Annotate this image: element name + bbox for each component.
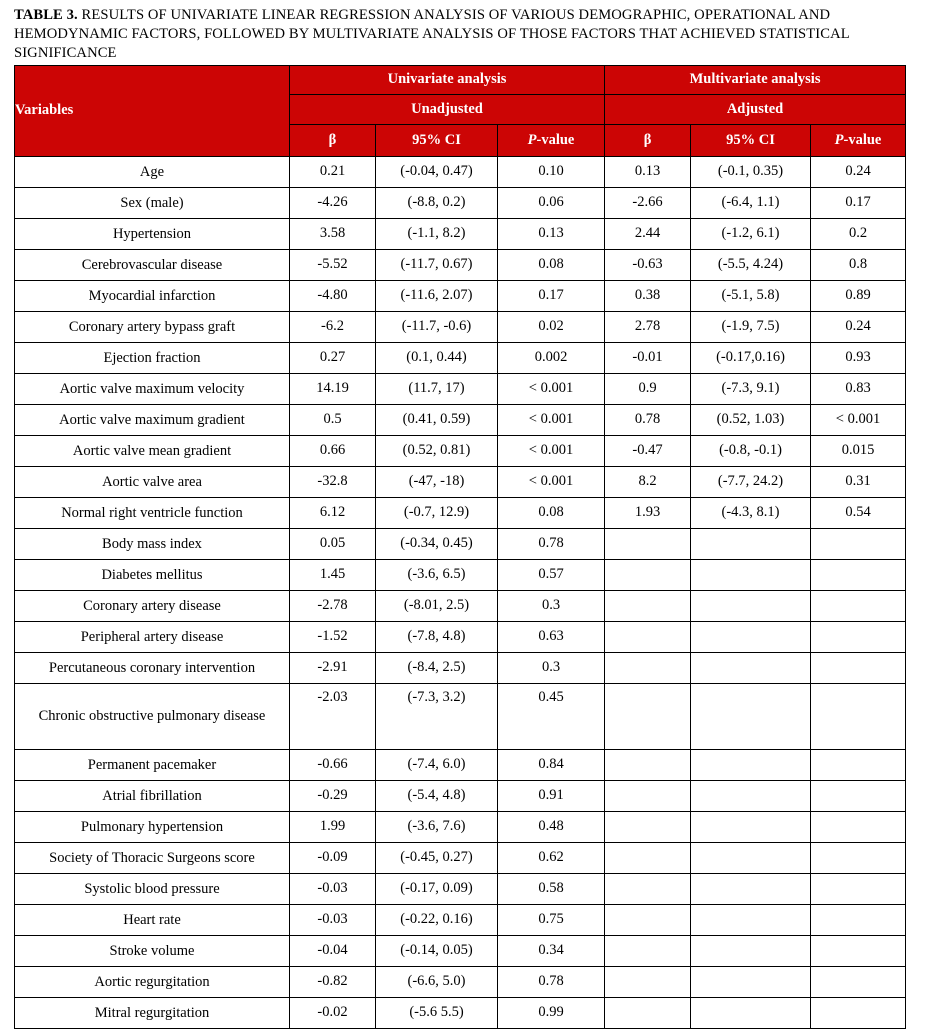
univariate-beta: -1.52 xyxy=(290,621,376,652)
univariate-pvalue: 0.84 xyxy=(498,749,605,780)
multivariate-pvalue: 0.31 xyxy=(811,466,906,497)
univariate-beta: 1.99 xyxy=(290,811,376,842)
univariate-pvalue: 0.02 xyxy=(498,311,605,342)
univariate-pvalue: 0.91 xyxy=(498,780,605,811)
multivariate-ci: (-1.9, 7.5) xyxy=(691,311,811,342)
univariate-beta: 0.05 xyxy=(290,528,376,559)
table-row xyxy=(15,966,906,997)
multivariate-pvalue: 0.24 xyxy=(811,156,906,187)
header-row-groups xyxy=(15,65,906,94)
univariate-pvalue: 0.3 xyxy=(498,590,605,621)
table-row xyxy=(15,811,906,842)
multivariate-pvalue xyxy=(811,652,906,683)
multivariate-ci: (-0.17,0.16) xyxy=(691,342,811,373)
univariate-ci: (-0.14, 0.05) xyxy=(376,935,498,966)
univariate-ci: (-7.8, 4.8) xyxy=(376,621,498,652)
multivariate-ci xyxy=(691,811,811,842)
multivariate-beta: -2.66 xyxy=(605,187,691,218)
multivariate-ci xyxy=(691,873,811,904)
regression-results-table xyxy=(14,65,906,1029)
univariate-beta: 0.5 xyxy=(290,404,376,435)
multivariate-ci: (-6.4, 1.1) xyxy=(691,187,811,218)
multivariate-ci: (-7.7, 24.2) xyxy=(691,466,811,497)
univariate-pvalue: 0.13 xyxy=(498,218,605,249)
univariate-pvalue: < 0.001 xyxy=(498,466,605,497)
column-group-multivariate: Multivariate analysis xyxy=(605,65,906,94)
variable-name: Systolic blood pressure xyxy=(15,873,290,904)
multivariate-pvalue: 0.89 xyxy=(811,280,906,311)
univariate-pvalue: 0.58 xyxy=(498,873,605,904)
univariate-beta: -4.80 xyxy=(290,280,376,311)
multivariate-ci: (-4.3, 8.1) xyxy=(691,497,811,528)
table-body xyxy=(15,156,906,1028)
table-header xyxy=(15,65,906,156)
multivariate-pvalue: 0.17 xyxy=(811,187,906,218)
variable-name: Chronic obstructive pulmonary disease xyxy=(15,683,290,749)
table-caption-label: TABLE 3. xyxy=(14,7,78,23)
table-row xyxy=(15,559,906,590)
univariate-beta: -6.2 xyxy=(290,311,376,342)
univariate-ci: (-11.7, -0.6) xyxy=(376,311,498,342)
variable-name: Diabetes mellitus xyxy=(15,559,290,590)
univariate-ci: (-7.3, 3.2) xyxy=(376,683,498,749)
multivariate-ci xyxy=(691,528,811,559)
univariate-ci: (-3.6, 6.5) xyxy=(376,559,498,590)
column-subgroup-unadjusted: Unadjusted xyxy=(290,94,605,124)
table-row xyxy=(15,435,906,466)
univariate-ci: (-0.17, 0.09) xyxy=(376,873,498,904)
univariate-beta: 6.12 xyxy=(290,497,376,528)
table-row xyxy=(15,683,906,749)
univariate-pvalue: 0.75 xyxy=(498,904,605,935)
univariate-ci: (-8.8, 0.2) xyxy=(376,187,498,218)
univariate-ci: (-5.6 5.5) xyxy=(376,997,498,1028)
variable-name: Atrial fibrillation xyxy=(15,780,290,811)
table-row xyxy=(15,904,906,935)
variable-name: Society of Thoracic Surgeons score xyxy=(15,842,290,873)
table-row xyxy=(15,749,906,780)
univariate-beta: 1.45 xyxy=(290,559,376,590)
univariate-ci: (-11.7, 0.67) xyxy=(376,249,498,280)
multivariate-pvalue xyxy=(811,873,906,904)
pvalue-italic-p-univariate: P xyxy=(527,131,537,148)
column-header-multivariate-ci: 95% CI xyxy=(691,124,811,156)
univariate-ci: (-6.6, 5.0) xyxy=(376,966,498,997)
variable-name: Aortic valve maximum velocity xyxy=(15,373,290,404)
univariate-ci: (-8.01, 2.5) xyxy=(376,590,498,621)
multivariate-pvalue xyxy=(811,935,906,966)
multivariate-beta: 0.78 xyxy=(605,404,691,435)
variable-name: Heart rate xyxy=(15,904,290,935)
univariate-pvalue: < 0.001 xyxy=(498,373,605,404)
univariate-beta: -0.03 xyxy=(290,904,376,935)
univariate-beta: -4.26 xyxy=(290,187,376,218)
univariate-beta: -0.09 xyxy=(290,842,376,873)
univariate-ci: (-7.4, 6.0) xyxy=(376,749,498,780)
table-row xyxy=(15,780,906,811)
multivariate-beta: 0.38 xyxy=(605,280,691,311)
variable-name: Aortic valve maximum gradient xyxy=(15,404,290,435)
multivariate-ci: (-7.3, 9.1) xyxy=(691,373,811,404)
variable-name: Aortic valve mean gradient xyxy=(15,435,290,466)
variable-name: Normal right ventricle function xyxy=(15,497,290,528)
table-row xyxy=(15,156,906,187)
multivariate-pvalue: 0.83 xyxy=(811,373,906,404)
column-header-univariate-beta: β xyxy=(290,124,376,156)
multivariate-pvalue xyxy=(811,683,906,749)
variable-name: Hypertension xyxy=(15,218,290,249)
multivariate-beta xyxy=(605,966,691,997)
variable-name: Coronary artery bypass graft xyxy=(15,311,290,342)
pvalue-suffix-univariate: -value xyxy=(536,131,575,148)
multivariate-ci: (0.52, 1.03) xyxy=(691,404,811,435)
multivariate-ci: (-0.1, 0.35) xyxy=(691,156,811,187)
univariate-beta: -0.66 xyxy=(290,749,376,780)
variable-name: Age xyxy=(15,156,290,187)
table-row xyxy=(15,280,906,311)
multivariate-beta xyxy=(605,683,691,749)
multivariate-ci: (-5.5, 4.24) xyxy=(691,249,811,280)
multivariate-beta xyxy=(605,935,691,966)
table-row xyxy=(15,249,906,280)
multivariate-beta: 0.9 xyxy=(605,373,691,404)
univariate-beta: 0.66 xyxy=(290,435,376,466)
univariate-pvalue: 0.78 xyxy=(498,966,605,997)
univariate-pvalue: 0.10 xyxy=(498,156,605,187)
multivariate-ci xyxy=(691,780,811,811)
univariate-ci: (-0.04, 0.47) xyxy=(376,156,498,187)
column-header-variables: Variables xyxy=(15,65,290,156)
variable-name: Percutaneous coronary intervention xyxy=(15,652,290,683)
column-header-multivariate-pvalue xyxy=(811,124,906,156)
pvalue-italic-p-multivariate: P xyxy=(834,131,844,148)
multivariate-pvalue xyxy=(811,590,906,621)
univariate-pvalue: 0.48 xyxy=(498,811,605,842)
univariate-ci: (11.7, 17) xyxy=(376,373,498,404)
univariate-beta: 0.27 xyxy=(290,342,376,373)
multivariate-pvalue: 0.93 xyxy=(811,342,906,373)
univariate-ci: (-1.1, 8.2) xyxy=(376,218,498,249)
table-caption-text: RESULTS OF UNIVARIATE LINEAR REGRESSION ANALYSIS OF VARIOUS DEMOGRAPHIC, OPERATIONAL AND HEMODYNAMIC FACTORS, FOLLOWED BY MULTIVARIATE ANALYSIS OF THOSE FACTORS THAT ACHIEVED STATISTICAL SIGNIFICANCE xyxy=(14,7,850,61)
pvalue-suffix-multivariate: -value xyxy=(843,131,882,148)
variable-name: Mitral regurgitation xyxy=(15,997,290,1028)
variable-name: Cerebrovascular disease xyxy=(15,249,290,280)
univariate-beta: -0.03 xyxy=(290,873,376,904)
multivariate-ci xyxy=(691,621,811,652)
variable-name: Aortic valve area xyxy=(15,466,290,497)
univariate-beta: 0.21 xyxy=(290,156,376,187)
univariate-pvalue: 0.78 xyxy=(498,528,605,559)
multivariate-beta xyxy=(605,749,691,780)
univariate-pvalue: 0.08 xyxy=(498,249,605,280)
univariate-ci: (-8.4, 2.5) xyxy=(376,652,498,683)
multivariate-beta: 8.2 xyxy=(605,466,691,497)
multivariate-pvalue xyxy=(811,780,906,811)
univariate-pvalue: 0.45 xyxy=(498,683,605,749)
univariate-ci: (-3.6, 7.6) xyxy=(376,811,498,842)
multivariate-beta xyxy=(605,590,691,621)
column-header-univariate-ci: 95% CI xyxy=(376,124,498,156)
univariate-pvalue: < 0.001 xyxy=(498,435,605,466)
univariate-pvalue: 0.34 xyxy=(498,935,605,966)
table-container xyxy=(0,65,939,1029)
univariate-ci: (0.52, 0.81) xyxy=(376,435,498,466)
table-row xyxy=(15,528,906,559)
multivariate-beta xyxy=(605,904,691,935)
univariate-ci: (-0.7, 12.9) xyxy=(376,497,498,528)
univariate-pvalue: 0.99 xyxy=(498,997,605,1028)
multivariate-ci xyxy=(691,904,811,935)
variable-name: Body mass index xyxy=(15,528,290,559)
column-header-univariate-pvalue xyxy=(498,124,605,156)
column-subgroup-adjusted: Adjusted xyxy=(605,94,906,124)
multivariate-pvalue xyxy=(811,904,906,935)
univariate-beta: 3.58 xyxy=(290,218,376,249)
univariate-pvalue: 0.3 xyxy=(498,652,605,683)
table-row xyxy=(15,218,906,249)
variable-name: Permanent pacemaker xyxy=(15,749,290,780)
multivariate-ci: (-1.2, 6.1) xyxy=(691,218,811,249)
univariate-beta: -2.78 xyxy=(290,590,376,621)
multivariate-ci xyxy=(691,652,811,683)
multivariate-pvalue xyxy=(811,528,906,559)
multivariate-beta: 0.13 xyxy=(605,156,691,187)
table-row xyxy=(15,621,906,652)
univariate-pvalue: 0.57 xyxy=(498,559,605,590)
multivariate-pvalue xyxy=(811,749,906,780)
multivariate-ci xyxy=(691,749,811,780)
univariate-pvalue: 0.17 xyxy=(498,280,605,311)
univariate-beta: -32.8 xyxy=(290,466,376,497)
table-row xyxy=(15,187,906,218)
multivariate-beta xyxy=(605,842,691,873)
multivariate-beta xyxy=(605,621,691,652)
multivariate-beta xyxy=(605,997,691,1028)
univariate-beta: -0.29 xyxy=(290,780,376,811)
multivariate-pvalue xyxy=(811,966,906,997)
table-row xyxy=(15,373,906,404)
univariate-pvalue: 0.06 xyxy=(498,187,605,218)
univariate-beta: -2.91 xyxy=(290,652,376,683)
multivariate-beta xyxy=(605,652,691,683)
univariate-ci: (0.41, 0.59) xyxy=(376,404,498,435)
table-row xyxy=(15,935,906,966)
table-row xyxy=(15,311,906,342)
multivariate-beta xyxy=(605,528,691,559)
table-row xyxy=(15,652,906,683)
univariate-pvalue: 0.62 xyxy=(498,842,605,873)
table-row xyxy=(15,590,906,621)
variable-name: Myocardial infarction xyxy=(15,280,290,311)
variable-name: Coronary artery disease xyxy=(15,590,290,621)
multivariate-pvalue: 0.8 xyxy=(811,249,906,280)
univariate-ci: (-11.6, 2.07) xyxy=(376,280,498,311)
multivariate-ci xyxy=(691,590,811,621)
univariate-pvalue: < 0.001 xyxy=(498,404,605,435)
multivariate-ci: (-5.1, 5.8) xyxy=(691,280,811,311)
variable-name: Pulmonary hypertension xyxy=(15,811,290,842)
variable-name: Peripheral artery disease xyxy=(15,621,290,652)
multivariate-pvalue xyxy=(811,842,906,873)
table-row xyxy=(15,873,906,904)
multivariate-beta: 1.93 xyxy=(605,497,691,528)
table-row xyxy=(15,466,906,497)
multivariate-pvalue: 0.015 xyxy=(811,435,906,466)
multivariate-beta: -0.01 xyxy=(605,342,691,373)
variable-name: Stroke volume xyxy=(15,935,290,966)
univariate-beta: -0.82 xyxy=(290,966,376,997)
table-row xyxy=(15,842,906,873)
column-group-univariate: Univariate analysis xyxy=(290,65,605,94)
univariate-ci: (-47, -18) xyxy=(376,466,498,497)
multivariate-beta: -0.47 xyxy=(605,435,691,466)
univariate-beta: -5.52 xyxy=(290,249,376,280)
univariate-beta: -2.03 xyxy=(290,683,376,749)
variable-name: Sex (male) xyxy=(15,187,290,218)
univariate-beta: 14.19 xyxy=(290,373,376,404)
multivariate-beta xyxy=(605,559,691,590)
multivariate-beta: 2.78 xyxy=(605,311,691,342)
multivariate-ci xyxy=(691,935,811,966)
multivariate-ci xyxy=(691,842,811,873)
univariate-pvalue: 0.63 xyxy=(498,621,605,652)
multivariate-ci xyxy=(691,966,811,997)
univariate-ci: (-5.4, 4.8) xyxy=(376,780,498,811)
multivariate-beta xyxy=(605,780,691,811)
univariate-ci: (-0.45, 0.27) xyxy=(376,842,498,873)
univariate-pvalue: 0.002 xyxy=(498,342,605,373)
multivariate-pvalue xyxy=(811,621,906,652)
multivariate-pvalue xyxy=(811,559,906,590)
variable-name: Ejection fraction xyxy=(15,342,290,373)
table-caption xyxy=(0,0,939,65)
table-row xyxy=(15,997,906,1028)
multivariate-pvalue xyxy=(811,811,906,842)
variable-name: Aortic regurgitation xyxy=(15,966,290,997)
multivariate-pvalue: 0.24 xyxy=(811,311,906,342)
multivariate-pvalue: < 0.001 xyxy=(811,404,906,435)
univariate-beta: -0.04 xyxy=(290,935,376,966)
multivariate-beta xyxy=(605,811,691,842)
column-header-multivariate-beta: β xyxy=(605,124,691,156)
table-row xyxy=(15,497,906,528)
univariate-beta: -0.02 xyxy=(290,997,376,1028)
univariate-ci: (0.1, 0.44) xyxy=(376,342,498,373)
univariate-ci: (-0.34, 0.45) xyxy=(376,528,498,559)
table-row xyxy=(15,404,906,435)
table-row xyxy=(15,342,906,373)
univariate-pvalue: 0.08 xyxy=(498,497,605,528)
multivariate-pvalue: 0.54 xyxy=(811,497,906,528)
multivariate-beta xyxy=(605,873,691,904)
multivariate-ci xyxy=(691,683,811,749)
multivariate-ci: (-0.8, -0.1) xyxy=(691,435,811,466)
multivariate-beta: -0.63 xyxy=(605,249,691,280)
multivariate-pvalue: 0.2 xyxy=(811,218,906,249)
multivariate-beta: 2.44 xyxy=(605,218,691,249)
multivariate-ci xyxy=(691,559,811,590)
multivariate-ci xyxy=(691,997,811,1028)
multivariate-pvalue xyxy=(811,997,906,1028)
univariate-ci: (-0.22, 0.16) xyxy=(376,904,498,935)
